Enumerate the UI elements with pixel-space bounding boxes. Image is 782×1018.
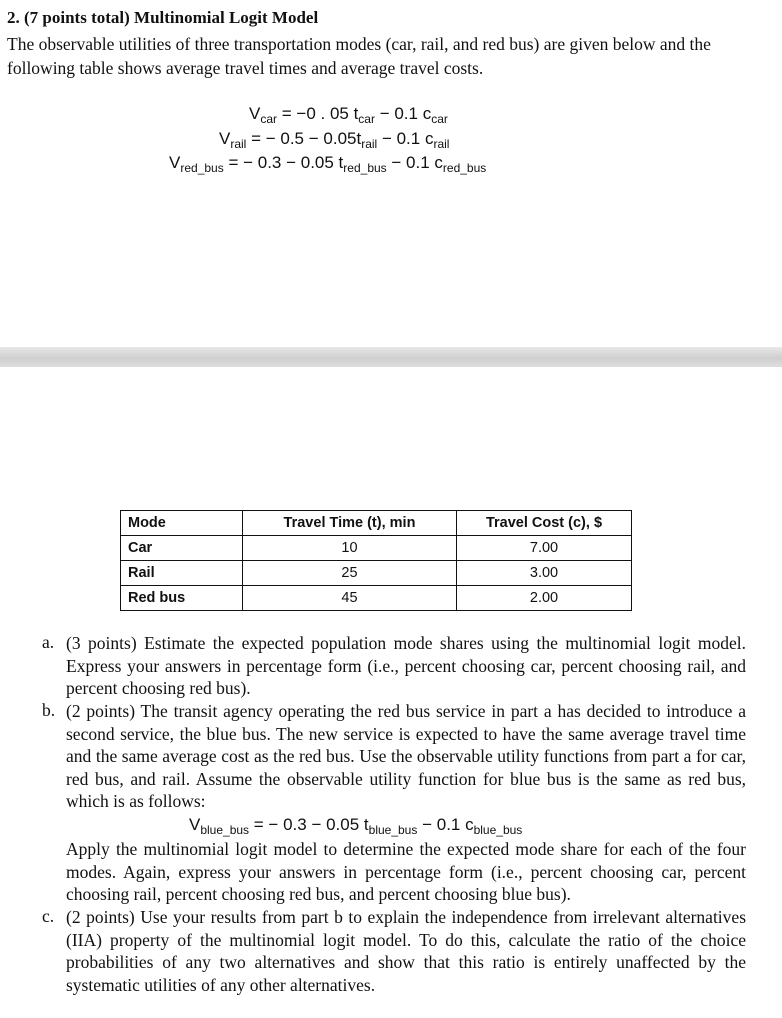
- table-header: Travel Cost (c), $: [457, 511, 632, 536]
- question-c-mark: c.: [42, 906, 55, 926]
- question-b-text-continued: Apply the multinomial logit model to determine the expected mode share for each of the four modes. Again, express your answers in percentage form (i.e., percent choosing car, percent choosing rail, percent choosing red bus, and percent choosing blue bus).: [66, 839, 746, 904]
- problem-title: 2. (7 points total) Multinomial Logit Model: [7, 8, 319, 27]
- table-cell: Rail: [121, 561, 243, 586]
- table-header: Travel Time (t), min: [243, 511, 457, 536]
- table-cell: 3.00: [457, 561, 632, 586]
- table-cell: Car: [121, 536, 243, 561]
- table-cell: 2.00: [457, 586, 632, 611]
- table-row: [121, 561, 632, 586]
- table-cell: Red bus: [121, 586, 243, 611]
- table-header: Mode: [121, 511, 243, 536]
- question-a-text: (3 points) Estimate the expected population mode shares using the multinomial logit model. Express your answers in percentage form (i.e., percent choosing car, percent choosing rail, and percent choosing red bus).: [66, 633, 746, 698]
- table-cell: 10: [243, 536, 457, 561]
- equation-rail: $V_{rail}$ = − $0.5 - 0.05t_{rail} - 0.1$ $c_{rail}$: [219, 129, 450, 151]
- travel-table: [120, 510, 632, 611]
- problem-intro: The observable utilities of three transportation modes (car, rail, and red bus) are given below and the following table shows average travel times and average travel costs.: [7, 34, 711, 78]
- table-row: [121, 536, 632, 561]
- table-row: [121, 586, 632, 611]
- equation-blue-bus: $V_{blue\_bus}$ = − 0.3 − 0.05 $t_{blue\_bus} - 0.1$ $c_{blue\_bus}$: [189, 815, 523, 837]
- page-separator: [0, 347, 782, 367]
- question-a-mark: a.: [42, 632, 55, 652]
- table-cell: 45: [243, 586, 457, 611]
- question-b-text: (2 points) The transit agency operating the red bus service in part a has decided to introduce a second service, the blue bus. The new service is expected to have the same average travel time and the same average cost as the red bus. Use the observable utility functions from part a for car, red bus, and rail. Assume the observable utility function for blue bus is the same as red bus, which is as follows:: [66, 701, 746, 811]
- equation-red-bus: $V_{red\_bus}$ = − 0.3 − 0.05 $t_{red\_bus} - 0.1$ $c_{red\_bus}$: [169, 153, 487, 175]
- table-cell: 7.00: [457, 536, 632, 561]
- question-b-mark: b.: [42, 700, 56, 720]
- table-header-row: [121, 511, 632, 536]
- question-c-text: (2 points) Use your results from part b to explain the independence from irrelevant alternatives (IIA) property of the multinomial logit model. To do this, calculate the ratio of the choice probabilities of any two alternatives and show that this ratio is entirely unaffected by the systematic utilities of any other alternatives.: [66, 907, 746, 995]
- table-cell: 25: [243, 561, 457, 586]
- equation-car: $V_{car} = -0$ . 05 $t_{car} - 0.1$ $c_{car}$: [249, 104, 448, 126]
